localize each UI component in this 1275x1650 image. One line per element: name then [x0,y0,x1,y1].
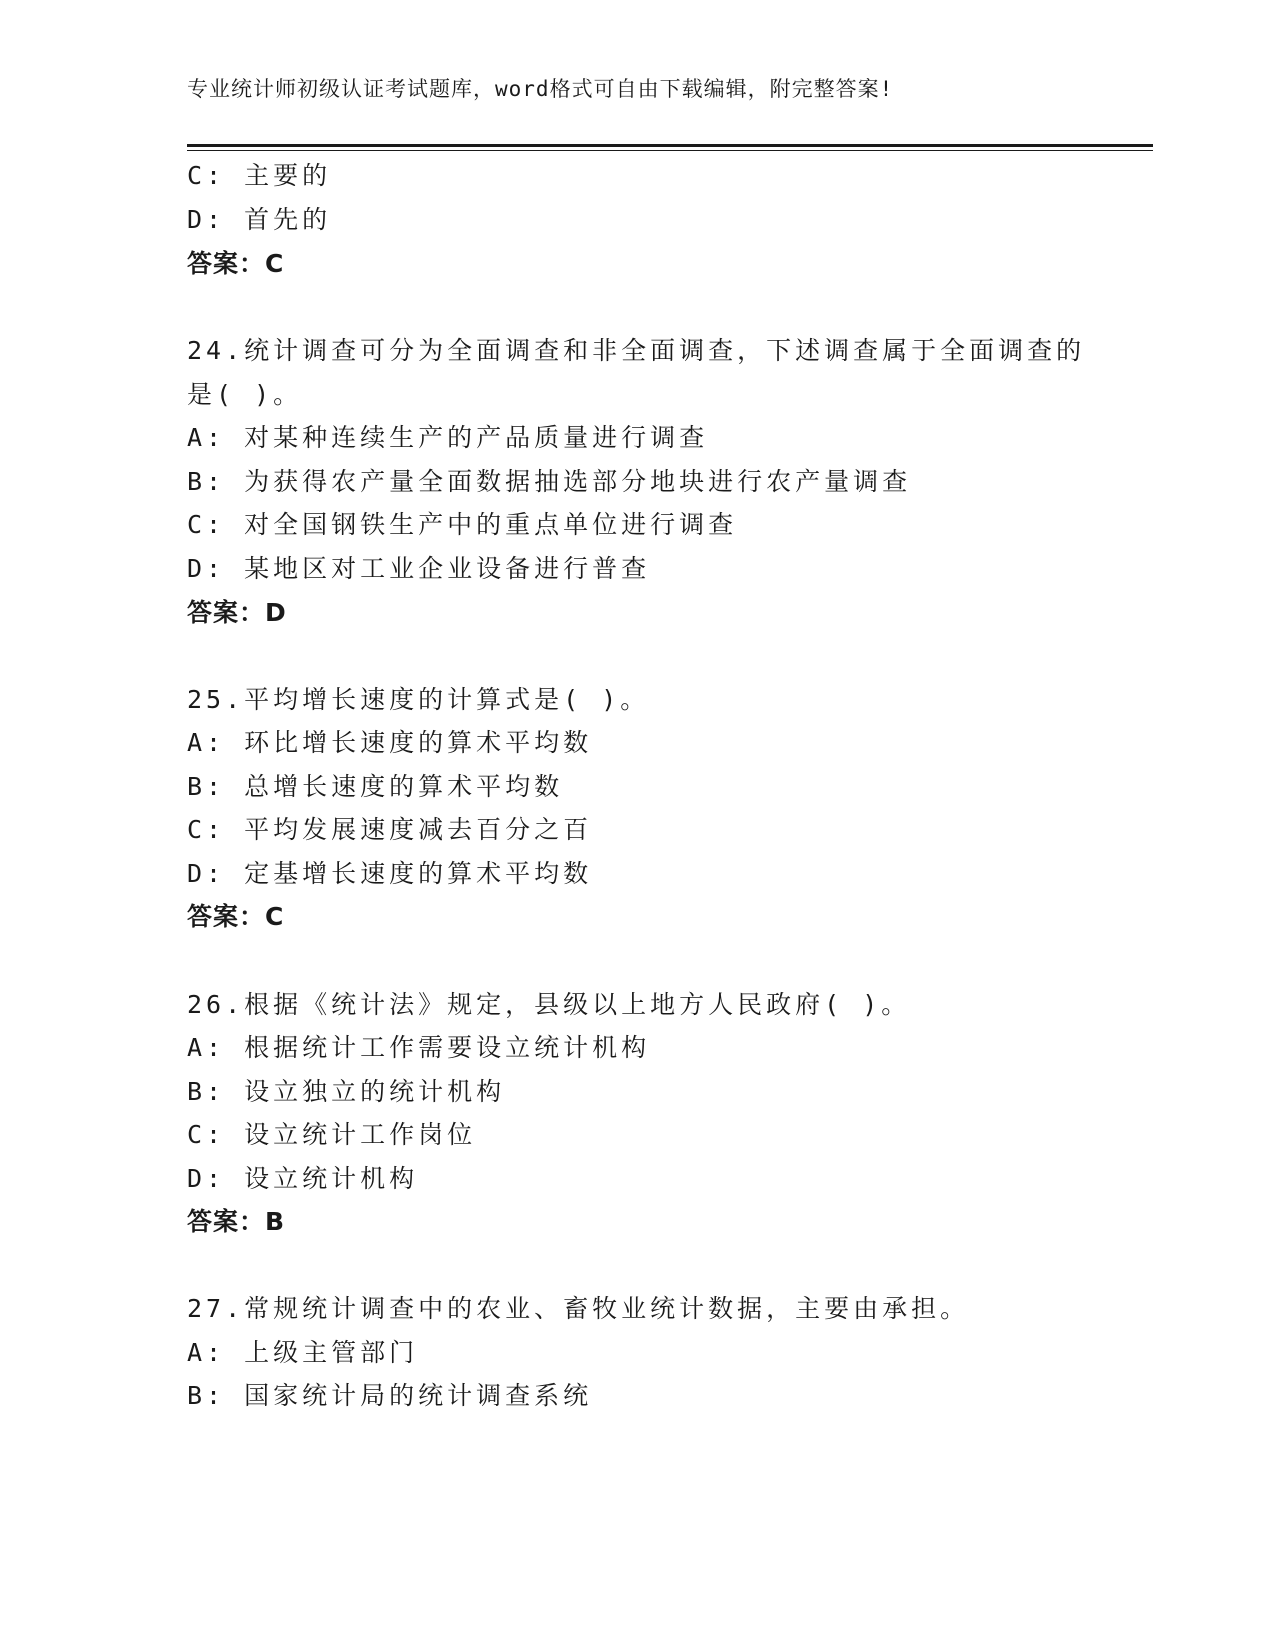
q26-option-c: C: 设立统计工作岗位 [187,1120,477,1149]
q24-option-a: A: 对某种连续生产的产品质量进行调查 [187,423,709,452]
q27-option-b: B: 国家统计局的统计调查系统 [187,1381,593,1410]
prev-option-d: D: 首先的 [187,205,332,234]
header-rule-thick [187,144,1153,147]
q27-stem: 27.常规统计调查中的农业、畜牧业统计数据，主要由承担。 [187,1294,970,1323]
q24-option-c: C: 对全国钢铁生产中的重点单位进行调查 [187,510,738,539]
q24-option-b: B: 为获得农产量全面数据抽选部分地块进行农产量调查 [187,467,912,496]
prev-answer: 答案：C [187,249,285,278]
q25-answer: 答案：C [187,902,285,931]
q25-stem: 25.平均增长速度的计算式是( )。 [187,685,650,714]
q24-stem-line-2: 是( )。 [187,380,303,409]
q26-option-b: B: 设立独立的统计机构 [187,1077,506,1106]
q25-option-b: B: 总增长速度的算术平均数 [187,772,564,801]
header-rule-thin [187,150,1153,151]
q24-option-d: D: 某地区对工业企业设备进行普查 [187,554,651,583]
q26-stem: 26.根据《统计法》规定，县级以上地方人民政府( )。 [187,990,911,1019]
q24-answer: 答案：D [187,598,287,627]
q27-option-a: A: 上级主管部门 [187,1338,419,1367]
q26-answer: 答案：B [187,1207,286,1236]
page-header: 专业统计师初级认证考试题库，word格式可自由下载编辑，附完整答案! [187,77,894,101]
q26-option-a: A: 根据统计工作需要设立统计机构 [187,1033,651,1062]
q25-option-d: D: 定基增长速度的算术平均数 [187,859,593,888]
q25-option-c: C: 平均发展速度减去百分之百 [187,815,593,844]
q25-option-a: A: 环比增长速度的算术平均数 [187,728,593,757]
prev-option-c: C: 主要的 [187,161,332,190]
q24-stem-line-1: 24.统计调查可分为全面调查和非全面调查，下述调查属于全面调查的 [187,336,1086,365]
q26-option-d: D: 设立统计机构 [187,1164,419,1193]
